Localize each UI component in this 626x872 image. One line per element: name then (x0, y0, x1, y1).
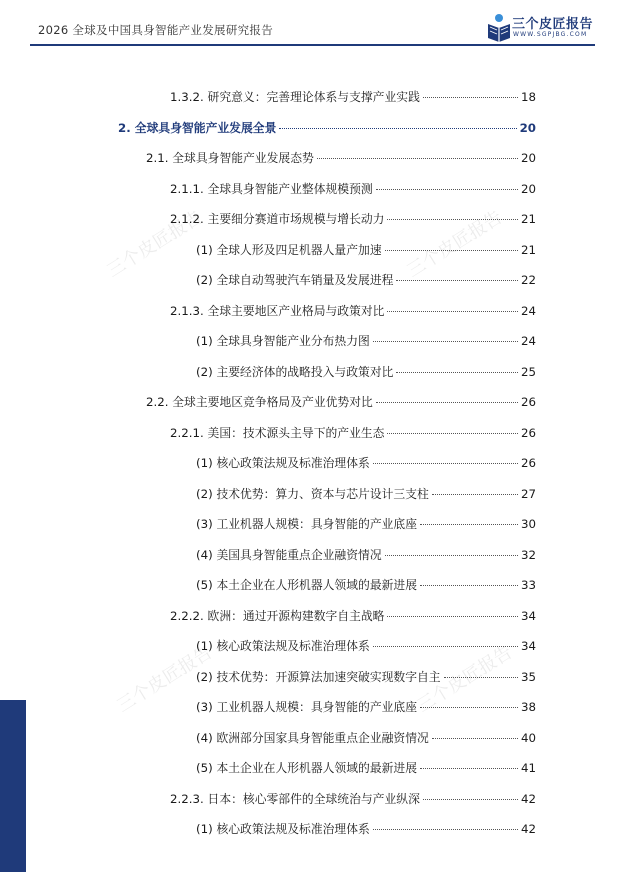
book-logo-icon (486, 12, 512, 42)
dot-leader (385, 555, 518, 556)
toc-entry-page-number: 40 (520, 730, 536, 745)
toc-entry-page-number: 34 (520, 608, 536, 623)
dot-leader (385, 250, 518, 251)
toc-entry-page-number: 20 (520, 181, 536, 196)
toc-entry-page-number: 21 (520, 242, 536, 257)
toc-entry-label: (2) 技术优势：算力、资本与芯片设计三支柱 (196, 486, 429, 501)
dot-leader (423, 799, 518, 800)
toc-entry[interactable] (196, 241, 536, 261)
page-header (0, 0, 626, 48)
dot-leader (432, 494, 518, 495)
toc-entry[interactable] (196, 332, 536, 352)
toc-entry-label: 2.1.3. 全球主要地区产业格局与政策对比 (170, 303, 385, 318)
toc-entry[interactable] (196, 698, 536, 718)
toc-entry-page-number: 32 (520, 547, 536, 562)
dot-leader (420, 585, 518, 586)
toc-entry[interactable] (196, 271, 536, 291)
toc-entry-page-number: 30 (520, 517, 536, 531)
toc-entry-label: 2.2. 全球主要地区竞争格局及产业优势对比 (146, 395, 373, 409)
toc-entry[interactable] (196, 729, 536, 749)
toc-entry-page-number: 22 (520, 273, 536, 287)
toc-entry[interactable] (170, 790, 536, 810)
toc-entry-page-number: 26 (520, 395, 536, 409)
toc-entry-label: 2.1.1. 全球具身智能产业整体规模预测 (170, 181, 373, 196)
dot-leader (420, 524, 518, 525)
dot-leader (317, 158, 518, 159)
toc-entry-page-number: 26 (520, 425, 536, 440)
toc-entry-page-number: 42 (520, 791, 536, 806)
dot-leader (423, 97, 518, 98)
dot-leader (396, 280, 518, 281)
toc-entry[interactable] (196, 668, 536, 688)
dot-leader (373, 829, 518, 830)
toc-entry-label: (4) 欧洲部分国家具身智能重点企业融资情况 (196, 730, 429, 745)
toc-entry-page-number: 42 (520, 822, 536, 836)
toc-entry[interactable] (196, 546, 536, 566)
toc-entry-page-number: 18 (520, 90, 536, 104)
toc-entry[interactable] (170, 88, 536, 108)
toc-entry-label: (1) 核心政策法规及标准治理体系 (196, 822, 370, 836)
toc-entry[interactable] (196, 515, 536, 535)
toc-entry-page-number: 20 (519, 120, 536, 135)
toc-entry-page-number: 33 (520, 578, 536, 592)
toc-entry-page-number: 35 (520, 669, 536, 684)
toc-entry[interactable] (196, 485, 536, 505)
toc-entry-label: (2) 主要经济体的战略投入与政策对比 (196, 364, 394, 379)
watermark: 三个皮匠报告 (103, 206, 207, 282)
toc-entry-label: (1) 核心政策法规及标准治理体系 (196, 639, 370, 653)
toc-entry[interactable] (170, 210, 536, 230)
dot-leader (376, 189, 518, 190)
toc-entry-label: 2.2.3. 日本：核心零部件的全球统治与产业纵深 (170, 791, 420, 806)
toc-entry-label: (2) 全球自动驾驶汽车销量及发展进程 (196, 273, 394, 287)
dot-leader (420, 707, 518, 708)
toc-entry[interactable] (196, 576, 536, 596)
dot-leader (279, 128, 516, 129)
dot-leader (387, 311, 518, 312)
logo-url: WWW.SGPJBG.COM (513, 31, 588, 38)
toc-entry-label: (1) 全球人形及四足机器人量产加速 (196, 242, 382, 257)
toc-entry[interactable] (170, 302, 536, 322)
toc-entry-label: (3) 工业机器人规模：具身智能的产业底座 (196, 517, 418, 531)
toc-entry[interactable] (196, 820, 536, 840)
report-title: 2026 全球及中国具身智能产业发展研究报告 (38, 23, 274, 37)
watermark: 三个皮匠报告 (403, 206, 507, 282)
toc-entry-page-number: 34 (520, 639, 536, 653)
toc-entry-page-number: 41 (520, 761, 536, 775)
toc-entry-page-number: 25 (520, 364, 536, 379)
toc-entry-label: (2) 技术优势：开源算法加速突破实现数字自主 (196, 669, 441, 684)
dot-leader (432, 738, 518, 739)
toc-entry-label: 2.1.2. 主要细分赛道市场规模与增长动力 (170, 212, 385, 226)
toc-entry-page-number: 24 (520, 334, 536, 348)
toc-entry-label: 2.2.1. 美国：技术源头主导下的产业生态 (170, 425, 385, 440)
dot-leader (373, 646, 518, 647)
header-divider (30, 44, 595, 46)
toc-entry-page-number: 21 (520, 212, 536, 226)
dot-leader (373, 463, 518, 464)
toc-entry[interactable] (196, 759, 536, 779)
toc-entry-label: (4) 美国具身智能重点企业融资情况 (196, 547, 382, 562)
toc-entry-label: 1.3.2. 研究意义：完善理论体系与支撑产业实践 (170, 90, 420, 104)
toc-entry-label: 2. 全球具身智能产业发展全景 (118, 120, 277, 135)
dot-leader (376, 402, 518, 403)
dot-leader (420, 768, 518, 769)
logo-text: 三个皮匠报告 (512, 17, 594, 32)
toc-entry-label: (1) 核心政策法规及标准治理体系 (196, 456, 370, 470)
toc-entry-page-number: 26 (520, 456, 536, 470)
toc-entry[interactable] (196, 454, 536, 474)
toc-entry[interactable] (170, 180, 536, 200)
toc-entry-label: 2.1. 全球具身智能产业发展态势 (146, 151, 314, 165)
dot-leader (387, 616, 518, 617)
dot-leader (387, 433, 518, 434)
toc-entry-page-number: 24 (520, 303, 536, 318)
toc-entry-page-number: 27 (520, 486, 536, 501)
toc-entry[interactable] (146, 149, 536, 169)
dot-leader (373, 341, 518, 342)
dot-leader (387, 219, 518, 220)
dot-leader (396, 372, 518, 373)
toc-entry-page-number: 38 (520, 700, 536, 714)
dot-leader (444, 677, 518, 678)
watermark: 三个皮匠报告 (413, 641, 517, 717)
toc-entry[interactable] (196, 637, 536, 657)
toc-entry[interactable] (170, 424, 536, 444)
toc-entry-label: (1) 全球具身智能产业分布热力图 (196, 334, 370, 348)
toc-entry-label: 2.2.2. 欧洲：通过开源构建数字自主战略 (170, 608, 385, 623)
toc-entry-label: (5) 本土企业在人形机器人领域的最新进展 (196, 578, 418, 592)
toc-entry[interactable] (118, 119, 536, 139)
brand-logo (486, 12, 598, 44)
toc-entry-label: (5) 本土企业在人形机器人领域的最新进展 (196, 761, 418, 775)
toc-entry[interactable] (146, 393, 536, 413)
toc-entry-page-number: 20 (520, 151, 536, 165)
watermark: 三个皮匠报告 (113, 641, 217, 717)
side-accent-bar (0, 700, 26, 872)
toc-entry[interactable] (196, 363, 536, 383)
toc-entry[interactable] (170, 607, 536, 627)
toc-entry-label: (3) 工业机器人规模：具身智能的产业底座 (196, 700, 418, 714)
